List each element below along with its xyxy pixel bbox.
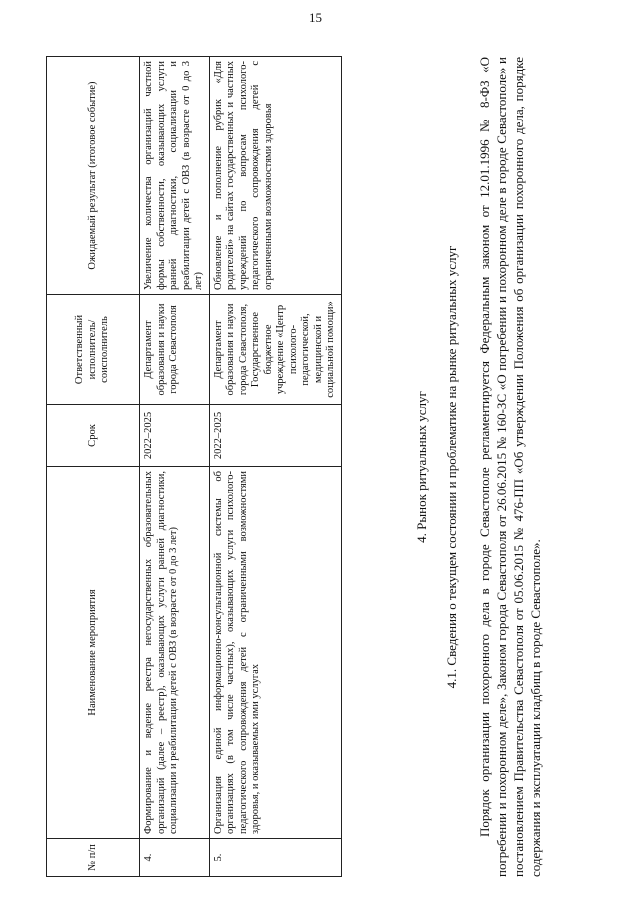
row-term: 2022–2025 bbox=[209, 405, 341, 467]
page-number: 15 bbox=[309, 10, 322, 25]
subsection-title: 4.1. Сведения о текущем состоянии и проблематике на рынке ритуальных услуг bbox=[443, 245, 459, 689]
rotated-page-content bbox=[46, 57, 586, 877]
header-term: Срок bbox=[46, 405, 139, 467]
measures-table bbox=[46, 56, 342, 877]
header-responsible: Ответственный исполнитель/ соисполнитель bbox=[46, 295, 139, 405]
header-num: № п/п bbox=[46, 839, 139, 877]
table-header-row bbox=[46, 57, 139, 877]
section-title: 4. Рынок ритуальных услуг bbox=[413, 391, 429, 543]
table-row bbox=[139, 57, 209, 877]
table-row bbox=[209, 57, 341, 877]
body-paragraph: Порядок организации похоронного дела в городе Севастополе регламентируется Федеральным законом от 12.01.1996 № 8-ФЗ «О погребении и похоронном деле», Законом города Севастополя от 26.06.2015 № 160-ЗС «О погребении и похоронном деле в городе Севастополе» и постановлением Правительства Севастополя от 05.06.2015 № 476-ПП «Об утверждении Положения об организации похоронного дела, порядке содержания и эксплуатации кладбищ в городе Севастополе». bbox=[476, 57, 543, 877]
row-result: Обновление и пополнение рубрик «Для родителей» на сайтах государственных и частных учреждений по вопросам психолого-педагогического сопровождения детей с ограниченными возможностями здоровья bbox=[209, 57, 341, 295]
row-num: 5. bbox=[209, 839, 341, 877]
row-term: 2022–2025 bbox=[139, 405, 209, 467]
row-name: Организация единой информационно-консультационной системы об организациях (в том числе частных), оказывающих услуги психолого-педагогического сопровождения детей с ограниченными возможностями здоровья, и оказываемых ими услугах bbox=[209, 467, 341, 839]
row-num: 4. bbox=[139, 839, 209, 877]
row-name: Формирование и ведение реестра негосударственных образовательных организаций (далее – реестр), оказывающих услуги ранней диагностики, социализации и реабилитации детей с ОВЗ (в возрасте от 0 до 3 лет) bbox=[139, 467, 209, 839]
row-responsible: Департамент образования и науки города Севастополя, Государственное бюджетное учреждение «Центр психолого-педагогической, медицинской и социальной помощи» bbox=[209, 295, 341, 405]
row-responsible: Департамент образования и науки города Севастополя bbox=[139, 295, 209, 405]
header-name: Наименование мероприятия bbox=[46, 467, 139, 839]
header-result: Ожидаемый результат (итоговое событие) bbox=[46, 57, 139, 295]
row-result: Увеличение количества организаций частной формы собственности, оказывающих услуги ранней диагностики, социализации и реабилитации детей с ОВЗ (в возрасте от 0 до 3 лет) bbox=[139, 57, 209, 295]
